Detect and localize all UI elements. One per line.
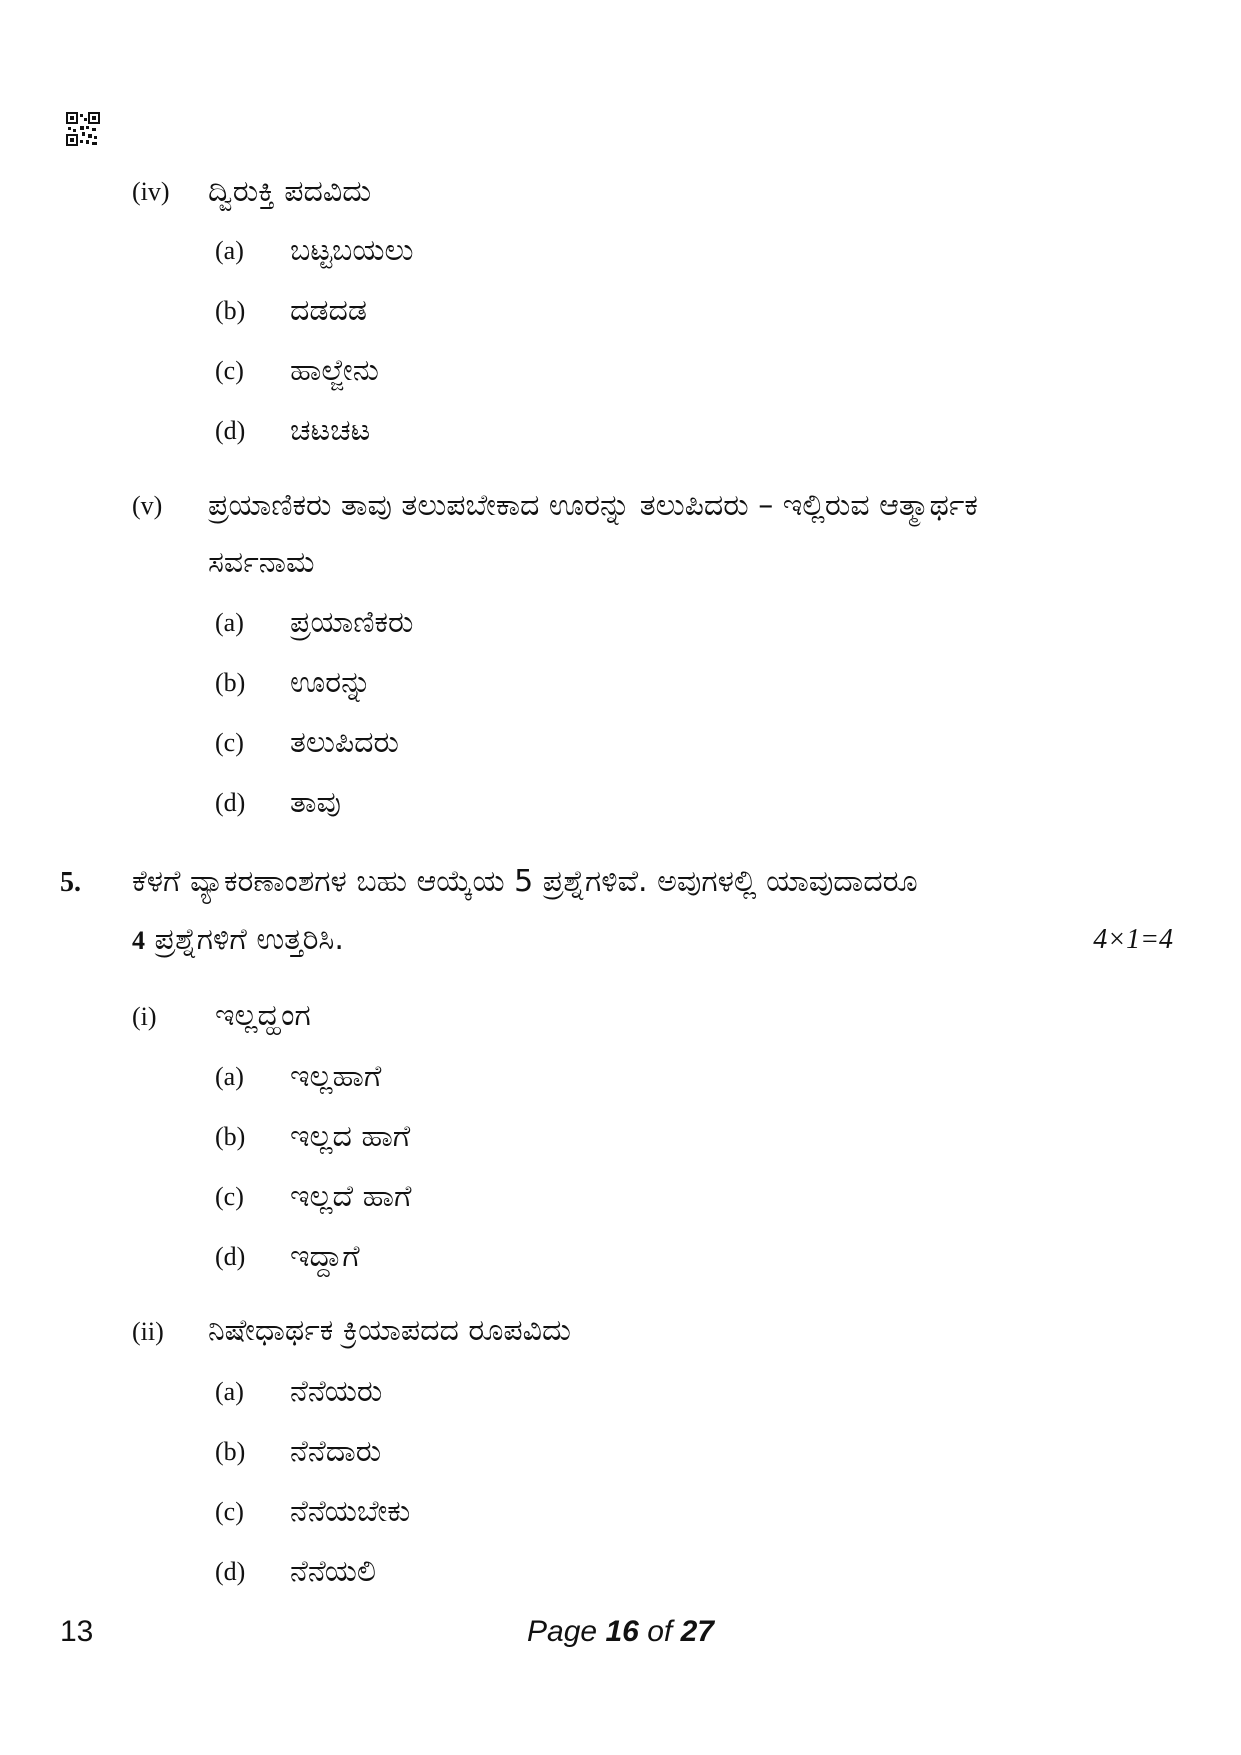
option-text: ತಾವು [290, 785, 341, 820]
qr-code-icon [66, 112, 100, 146]
sub-question-label: (i) [132, 1002, 157, 1031]
sub-question-text-line2: ಸರ್ವನಾಮ [208, 545, 315, 580]
option-label: (a) [215, 236, 244, 265]
option-text: ಇದ್ದಾಗೆ [290, 1239, 360, 1274]
option-text: ಇಲ್ಲದೆ ಹಾಗೆ [290, 1179, 412, 1214]
question-instruction: ಪ್ರಶ್ನೆಗಳಿಗೆ ಉತ್ತರಿಸಿ. [154, 922, 344, 957]
option-text: ನೆನೆಯರು [290, 1374, 383, 1409]
option-label: (c) [215, 1182, 244, 1211]
option-label: (c) [215, 1497, 244, 1526]
marks-allocation: 4×1=4 [1093, 924, 1173, 955]
option-label: (b) [215, 1122, 246, 1151]
option-label: (d) [215, 788, 246, 817]
option-label: (c) [215, 356, 244, 385]
option-label: (a) [215, 608, 244, 637]
option-label: (d) [215, 1242, 246, 1271]
page-of: of [647, 1615, 673, 1648]
question-count: 4 [132, 926, 145, 955]
option-text: ನೆನೆಯಬೇಕು [290, 1494, 411, 1529]
page-number [0, 1612, 1241, 1652]
option-text: ಬಟ್ಟಬಯಲು [290, 233, 414, 268]
option-text: ನೆನೆಯಲಿ [290, 1554, 377, 1589]
question-text-line2 [132, 920, 344, 961]
option-label: (a) [215, 1062, 244, 1091]
option-text: ಇಲ್ಲದ ಹಾಗೆ [290, 1119, 411, 1154]
option-label: (b) [215, 1437, 246, 1466]
option-text: ನೆನೆದಾರು [290, 1434, 382, 1469]
option-text: ದಡದಡ [290, 293, 367, 328]
option-text: ಊರನ್ನು [290, 665, 372, 700]
option-label: (d) [215, 1557, 246, 1586]
page-word: Page [527, 1615, 598, 1648]
option-label: (a) [215, 1377, 244, 1406]
option-label: (b) [215, 296, 246, 325]
option-text: ತಲುಪಿದರು [290, 725, 399, 760]
sub-question-text: ದ್ವಿರುಕ್ತಿ ಪದವಿದು [208, 174, 372, 209]
option-label: (c) [215, 728, 244, 757]
option-text: ಪ್ರಯಾಣಿಕರು [290, 605, 414, 640]
page-current: 16 [605, 1615, 639, 1648]
option-text: ಇಲ್ಲಹಾಗೆ [290, 1059, 382, 1094]
option-text: ಹಾಲ್ಜೇನು [290, 353, 379, 388]
page-total: 27 [680, 1615, 714, 1648]
sub-question-label: (v) [132, 491, 163, 520]
sub-question-label: (ii) [132, 1317, 164, 1346]
sub-question-text: ನಿಷೇಧಾರ್ಥಕ ಕ್ರಿಯಾಪದದ ರೂಪವಿದು [208, 1313, 571, 1348]
sub-question-text: ಇಲ್ಲದ್ಹಂಗ [215, 998, 311, 1033]
option-label: (b) [215, 668, 246, 697]
question-text-line1: ಕೆಳಗೆ ವ್ಯಾಕರಣಾಂಶಗಳ ಬಹು ಆಯ್ಕೆಯ 5 ಪ್ರಶ್ನೆಗಳಿವೆ. ಅವುಗಳಲ್ಲಿ ಯಾವುದಾದರೂ [132, 864, 918, 899]
sub-question-label: (iv) [132, 177, 170, 206]
sub-question-text-line1: ಪ್ರಯಾಣಿಕರು ತಾವು ತಲುಪಬೇಕಾದ ಊರನ್ನು ತಲುಪಿದರು – ಇಲ್ಲಿರುವ ಆತ್ಮಾರ್ಥಕ [208, 488, 978, 523]
page-code: 13 [60, 1615, 94, 1648]
option-text: ಚಟಚಟ [290, 413, 371, 448]
option-label: (d) [215, 416, 246, 445]
question-number: 5. [60, 867, 81, 898]
